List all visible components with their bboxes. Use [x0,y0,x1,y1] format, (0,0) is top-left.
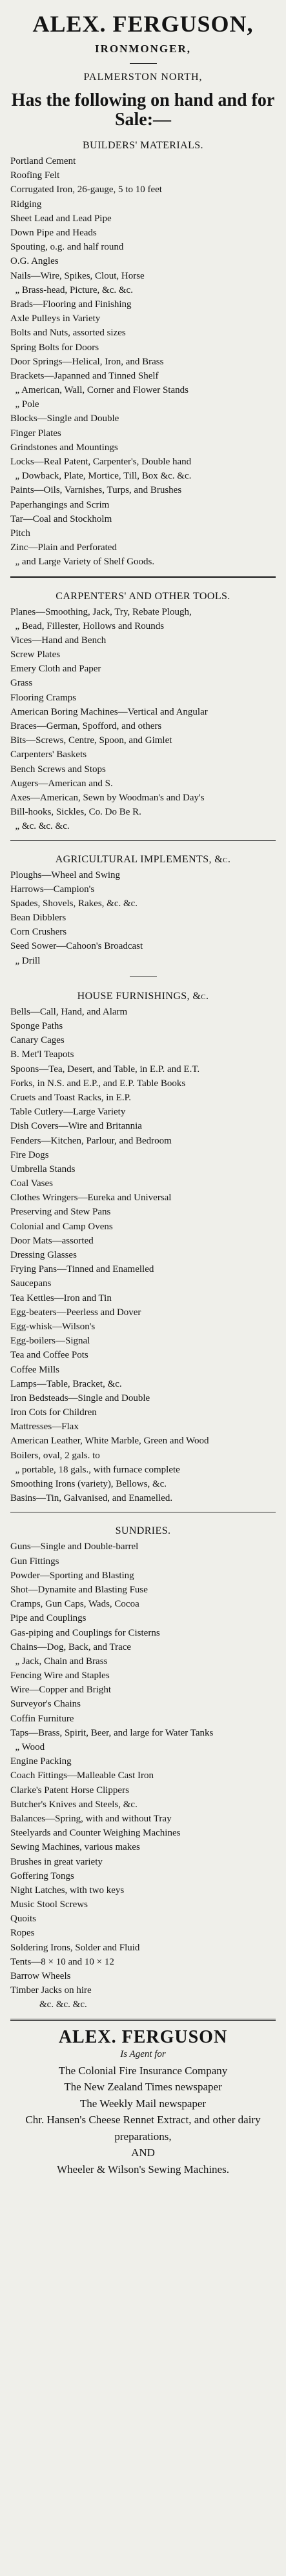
list-item: Zinc—Plain and Perforated [10,542,117,553]
list-agricultural [10,868,276,968]
list-item: „ Pole [10,399,39,410]
list-item: Smoothing Irons (variety), Bellows, &c. [10,1479,167,1489]
list-item: Taps—Brass, Spirit, Beer, and large for Water Tanks [10,1727,214,1738]
list-item: Down Pipe and Heads [10,228,97,238]
list-item: Frying Pans—Tinned and Enamelled [10,1264,154,1275]
list-item: Corrugated Iron, 26-gauge, 5 to 10 feet [10,184,162,195]
list-item: Guns—Single and Double-barrel [10,1541,139,1552]
list-item: Quoits [10,1914,37,1925]
list-item: Barrow Wheels [10,1971,71,1981]
list-item: Tents—8 × 10 and 10 × 12 [10,1956,114,1967]
list-item: Ropes [10,1928,35,1939]
list-item: Gas-piping and Couplings for Cisterns [10,1627,160,1638]
section-house [10,984,276,1506]
list-item: Cramps, Gun Caps, Wads, Cocoa [10,1599,139,1610]
list-item: Brackets—Japanned and Tinned Shelf [10,370,159,381]
agent-item: Chr. Hansen's Cheese Rennet Extract, and other dairy preparations, [25,2114,261,2143]
list-item: Augers—American and S. [10,778,113,789]
list-item: Fenders—Kitchen, Parlour, and Bedroom [10,1135,172,1146]
list-item: Axes—American, Sewn by Woodman's and Day's [10,792,205,803]
list-item: Brushes in great variety [10,1856,103,1867]
list-item: Flooring Cramps [10,692,77,703]
list-item: B. Met'l Teapots [10,1049,74,1060]
section-heading-sundries: SUNDRIES. [115,1525,171,1537]
list-item: Paperhangings and Scrim [10,499,110,510]
agent-subtitle: Is Agent for [120,2048,166,2059]
list-item: Mattresses—Flax [10,1422,79,1432]
list-item: Basins—Tin, Galvanised, and Enamelled. [10,1493,173,1504]
list-item: „ and Large Variety of Shelf Goods. [10,557,155,568]
list-item: Egg-whisk—Wilson's [10,1321,96,1332]
list-item: &c. &c. &c. [10,1999,87,2010]
list-item: Egg-beaters—Peerless and Dover [10,1307,141,1318]
section-heading-agricultural: AGRICULTURAL IMPLEMENTS, &c. [55,853,231,865]
list-item: Bells—Call, Hand, and Alarm [10,1006,128,1017]
list-item: Spouting, o.g. and half round [10,242,124,253]
list-item: Iron Bedsteads—Single and Double [10,1392,150,1403]
section-divider [10,840,276,841]
list-item: Gun Fittings [10,1556,59,1567]
list-item: Finger Plates [10,428,61,439]
agent-list [10,2063,276,2178]
list-item: Shot—Dynamite and Blasting Fuse [10,1584,148,1595]
list-item: Steelyards and Counter Weighing Machines [10,1828,181,1839]
list-item: Ridging [10,199,42,210]
list-item: Spring Bolts for Doors [10,342,99,353]
agent-item: The New Zealand Times newspaper [64,2081,222,2094]
list-item: Nails—Wire, Spikes, Clout, Horse [10,270,145,281]
list-house [10,1005,276,1506]
list-item: Roofing Felt [10,170,60,181]
merchant-name: ALEX. FERGUSON, [32,11,254,37]
list-item: Vices—Hand and Bench [10,635,107,646]
list-item: Bits—Screws, Centre, Spoon, and Gimlet [10,735,172,746]
agent-name: ALEX. FERGUSON [58,2026,228,2047]
list-item: Sponge Paths [10,1021,63,1031]
section-divider [10,2019,276,2021]
section-carpenters [10,584,276,834]
lead-line: Has the following on hand and for Sale:— [11,90,275,130]
list-builders [10,154,276,569]
list-item: Seed Sower—Cahoon's Broadcast [10,941,143,952]
list-item: „ Wood [10,1742,45,1752]
list-item: Locks—Real Patent, Carpenter's, Double hand [10,457,192,467]
section-heading-house: HOUSE FURNISHINGS, &c. [77,990,209,1002]
list-item: Umbrella Stands [10,1164,76,1174]
list-item: Engine Packing [10,1756,72,1767]
list-item: „ Brass-head, Picture, &c. &c. [10,284,133,295]
list-item: Soldering Irons, Solder and Fluid [10,1942,140,1953]
merchant-trade: IRONMONGER, [94,42,192,55]
merchant-town: PALMERSTON NORTH, [83,71,203,83]
section-builders [10,134,276,569]
ad-header [10,12,276,130]
section-heading-builders: BUILDERS' MATERIALS. [83,140,203,152]
list-item: „ Bead, Fillester, Hollows and Rounds [10,620,165,631]
list-item: Iron Cots for Children [10,1407,97,1418]
section-agricultural [10,847,276,968]
agent-item: The Colonial Fire Insurance Company [58,2064,228,2077]
list-item: Tar—Coal and Stockholm [10,513,112,524]
list-item: Egg-boilers—Signal [10,1336,90,1347]
list-item: Saucepans [10,1278,52,1289]
section-heading-carpenters: CARPENTERS' AND OTHER TOOLS. [56,590,230,602]
list-item: Boilers, oval, 2 gals. to [10,1450,100,1461]
list-item: Chains—Dog, Back, and Trace [10,1641,132,1652]
section-divider [10,576,276,578]
list-item: Spoons—Tea, Desert, and Table, in E.P. and E.T. [10,1064,200,1075]
list-item: Dressing Glasses [10,1250,77,1260]
list-item: Timber Jacks on hire [10,1985,92,1996]
list-item: Planes—Smoothing, Jack, Try, Rebate Plough, [10,606,192,617]
list-item: Forks, in N.S. and E.P., and E.P. Table Books [10,1078,186,1089]
list-item: Pipe and Couplings [10,1613,87,1624]
list-item: Fencing Wire and Staples [10,1670,110,1681]
list-item: Carpenters' Baskets [10,749,87,760]
list-item: Balances—Spring, with and without Tray [10,1813,172,1824]
list-item: Door Mats—assorted [10,1235,94,1246]
list-item: Door Springs—Helical, Iron, and Brass [10,356,164,367]
list-item: „ &c. &c. &c. [10,821,70,832]
list-sundries [10,1540,276,2012]
list-item: Grindstones and Mountings [10,442,118,453]
list-item: Fire Dogs [10,1149,49,1160]
list-item: Butcher's Knives and Steels, &c. [10,1799,138,1810]
list-item: American Boring Machines—Vertical and Angular [10,706,208,717]
list-item: Bill-hooks, Sickles, Co. Do Be R. [10,807,141,818]
section-sundries [10,1519,276,2012]
list-item: Table Cutlery—Large Variety [10,1107,126,1118]
list-item: „ portable, 18 gals., with furnace complete [10,1464,180,1475]
agent-block [10,2027,276,2178]
list-item: „ Jack, Chain and Brass [10,1656,108,1667]
list-item: Grass [10,678,33,689]
list-item: American Leather, White Marble, Green and Wood [10,1436,209,1447]
list-item: Coach Fittings—Malleable Cast Iron [10,1770,154,1781]
list-item: Music Stool Screws [10,1899,88,1910]
list-item: Sewing Machines, various makes [10,1842,140,1853]
list-item: Portland Cement [10,156,76,167]
list-item: Dish Covers—Wire and Britannia [10,1121,142,1132]
list-item: Emery Cloth and Paper [10,664,101,675]
list-item: Tea and Coffee Pots [10,1350,88,1361]
list-item: Wire—Copper and Bright [10,1685,112,1696]
list-item: „ American, Wall, Corner and Flower Stands [10,385,189,396]
list-item: O.G. Angles [10,256,59,267]
list-item: Lamps—Table, Bracket, &c. [10,1378,122,1389]
list-item: Sheet Lead and Lead Pipe [10,213,112,224]
agent-item: The Weekly Mail newspaper [79,2097,207,2110]
list-item: Harrows—Campion's [10,884,95,895]
list-item: Night Latches, with two keys [10,1885,125,1896]
list-item: Clothes Wringers—Eureka and Universal [10,1193,172,1204]
list-item: „ Dowback, Plate, Mortice, Till, Box &c. &c. [10,471,192,482]
list-item: Axle Pulleys in Variety [10,313,101,324]
list-item: Tea Kettles—Iron and Tin [10,1293,112,1303]
list-item: Coal Vases [10,1178,53,1189]
agent-item: Wheeler & Wilson's Sewing Machines. [57,2163,229,2175]
list-item: Surveyor's Chains [10,1699,81,1710]
list-item: Coffee Mills [10,1364,59,1375]
list-item: Ploughs—Wheel and Swing [10,869,120,880]
list-item: Braces—German, Spofford, and others [10,721,162,731]
list-item: Bean Dibblers [10,913,66,924]
agent-item: AND [131,2146,155,2159]
list-item: „ Drill [10,955,41,966]
list-carpenters [10,605,276,834]
list-item: Cruets and Toast Racks, in E.P. [10,1092,131,1103]
list-item: Clarke's Patent Horse Clippers [10,1785,129,1796]
list-item: Brads—Flooring and Finishing [10,299,132,310]
list-item: Powder—Sporting and Blasting [10,1570,134,1581]
list-item: Paints—Oils, Varnishes, Turps, and Brushes [10,485,182,496]
list-item: Bolts and Nuts, assorted sizes [10,328,126,339]
list-item: Preserving and Stew Pans [10,1207,111,1218]
list-item: Coffin Furniture [10,1713,74,1724]
list-item: Spades, Shovels, Rakes, &c. &c. [10,898,138,909]
header-divider [130,63,157,64]
list-item: Goffering Tongs [10,1870,74,1881]
list-item: Colonial and Camp Ovens [10,1221,113,1232]
list-item: Bench Screws and Stops [10,764,106,775]
list-item: Blocks—Single and Double [10,413,119,424]
list-item: Screw Plates [10,649,61,660]
list-item: Pitch [10,528,30,539]
list-item: Canary Cages [10,1035,65,1046]
list-item: Corn Crushers [10,927,67,938]
